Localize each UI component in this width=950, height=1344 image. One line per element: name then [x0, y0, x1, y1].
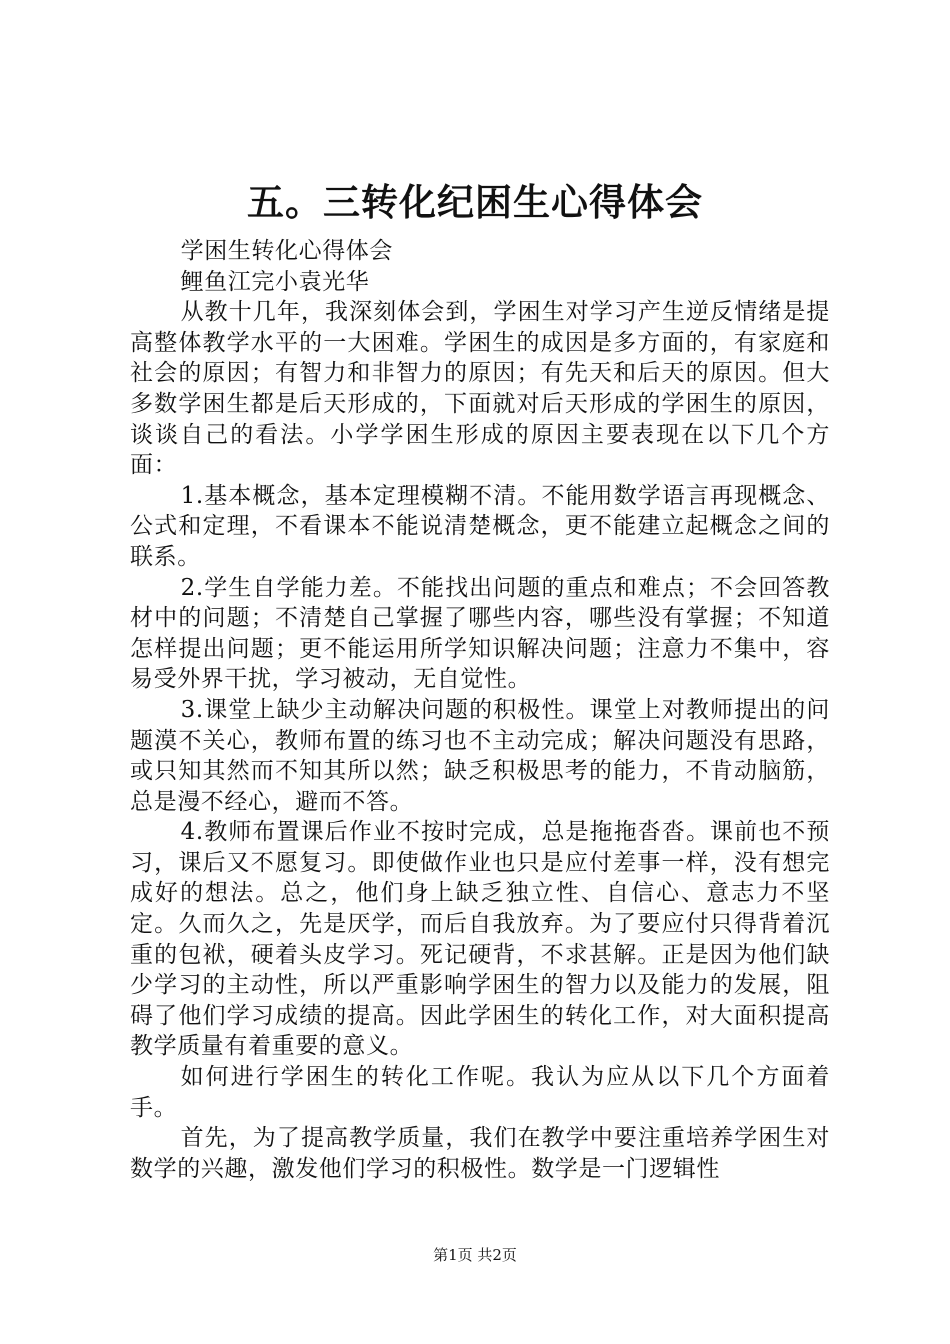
document-body	[130, 236, 830, 1184]
author-line: 鲤鱼江完小袁光华	[180, 268, 370, 295]
paragraph: 从教十几年，我深刻体会到，学困生对学习产生逆反情绪是提高整体教学水平的一大困难。学困生的成因是多方面的，有家庭和社会的原因；有智力和非智力的原因；有先天和后天的原因。但大多数学困生都是后天形成的，下面就对后天形成的学困生的原因，谈谈自己的看法。小学学困生形成的原因主要表现在以下几个方面：	[130, 299, 830, 479]
paragraph: 首先，为了提高教学质量，我们在教学中要注重培养学困生对数学的兴趣，激发他们学习的积极性。数学是一门逻辑性	[130, 1125, 830, 1182]
paragraph: 2.学生自学能力差。不能找出问题的重点和难点；不会回答教材中的问题；不清楚自己掌握了哪些内容，哪些没有掌握；不知道怎样提出问题；更不能运用所学知识解决问题；注意力不集中，容易受外界干扰，学习被动，无自觉性。	[130, 574, 830, 693]
subtitle: 学困生转化心得体会	[180, 238, 393, 264]
paragraph: 1.基本概念，基本定理模糊不清。不能用数学语言再现概念、公式和定理，不看课本不能说清楚概念，更不能建立起概念之间的联系。	[130, 482, 830, 570]
page-title: 五。三转化纪困生心得体会	[247, 180, 703, 224]
paragraph: 如何进行学困生的转化工作呢。我认为应从以下几个方面着手。	[130, 1064, 830, 1121]
paragraph: 3.课堂上缺少主动解决问题的积极性。课堂上对教师提出的问题漠不关心，教师布置的练习也不主动完成；解决问题没有思路，或只知其然而不知其所以然；缺乏积极思考的能力，不肯动脑筋，总是漫不经心，避而不答。	[130, 696, 830, 815]
paragraph: 4.教师布置课后作业不按时完成，总是拖拖沓沓。课前也不预习，课后又不愿复习。即使做作业也只是应付差事一样，没有想完成好的想法。总之，他们身上缺乏独立性、自信心、意志力不坚定。久而久之，先是厌学，而后自我放弃。为了要应付只得背着沉重的包袱，硬着头皮学习。死记硬背，不求甚解。正是因为他们缺少学习的主动性，所以严重影响学困生的智力以及能力的发展，阻碍了他们学习成绩的提高。因此学困生的转化工作，对大面积提高教学质量有着重要的意义。	[130, 819, 830, 1060]
page-footer: 第1页 共2页	[433, 1246, 517, 1264]
